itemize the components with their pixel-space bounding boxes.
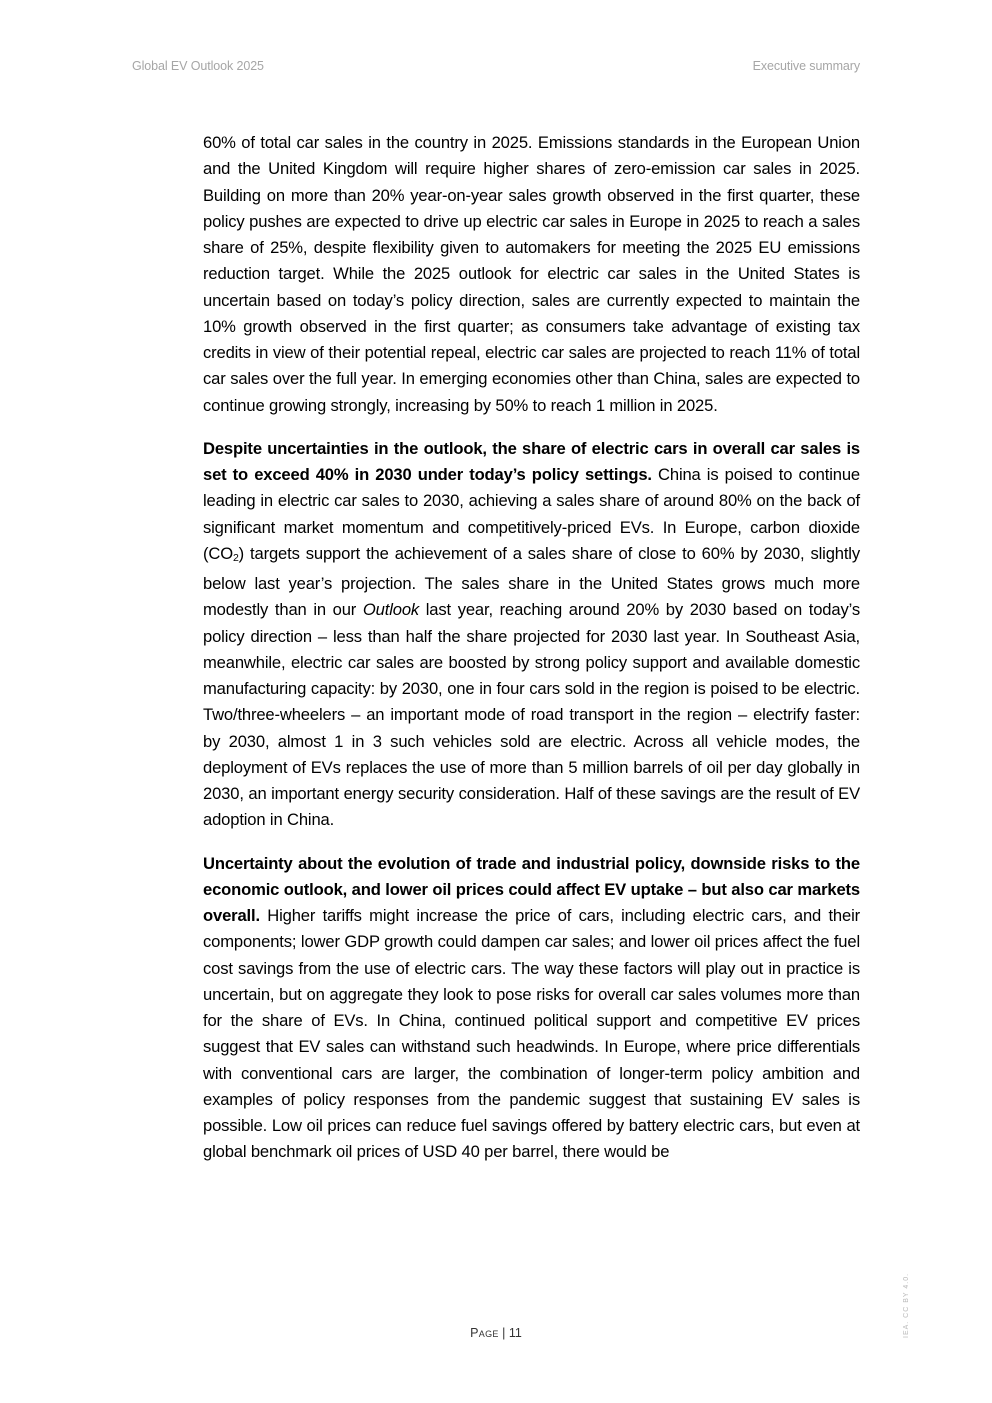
- running-header: [132, 59, 860, 73]
- paragraph-3: [203, 851, 860, 1166]
- page-separator: |: [498, 1326, 509, 1340]
- body-text: [203, 130, 860, 1183]
- license-note: IEA. CC BY 4.0.: [903, 1272, 910, 1338]
- page-label: Page: [470, 1326, 499, 1340]
- paragraph-text: 60% of total car sales in the country in 2025. Emissions standards in the European Union and the United Kingdom will require higher shares of zero-emission car sales in 2025. Building on more than 20% year-on-year sales growth observed in the first quarter, these policy pushes are expected to drive up electric car sales in Europe in 2025 to reach a sales share of 25%, despite flexibility given to automakers for meeting the 2025 EU emissions reduction target. While the 2025 outlook for electric car sales in the United States is uncertain based on today’s policy direction, sales are currently expected to maintain the 10% growth observed in the first quarter; as consumers take advantage of existing tax credits in view of their potential repeal, electric car sales are projected to reach 11% of total car sales over the full year. In emerging economies other than China, sales are expected to continue growing strongly, increasing by 50% to reach 1 million in 2025.: [203, 133, 860, 415]
- page-number: 11: [508, 1326, 522, 1340]
- paragraph-lead: Uncertainty about the evolution of trade and industrial policy, downside risks to the economic outlook, and lower oil prices could affect EV uptake – but also car markets overall.: [203, 853, 860, 925]
- italic-title: Outlook: [362, 600, 420, 620]
- paragraph-lead: Despite uncertainties in the outlook, the share of electric cars in overall car sales is set to exceed 40% in 2030 under today’s policy settings.: [203, 438, 860, 484]
- paragraph-1: [203, 130, 860, 419]
- page-footer: [0, 1326, 992, 1340]
- paragraph-text: Higher tariffs might increase the price of cars, including electric cars, and their components; lower GDP growth could dampen car sales; and lower oil prices affect the fuel cost savings from the use of electric cars. The way these factors will play out in practice is uncertain, but on aggregate they look to pose risks for overall car sales volumes more than for the share of EVs. In China, continued political support and competitive EV prices suggest that EV sales can withstand such headwinds. In Europe, where price differentials with conventional cars are larger, the combination of longer-term policy ambition and examples of policy responses from the pandemic suggest that sustaining EV sales is possible. Low oil prices can reduce fuel savings offered by battery electric cars, but even at global benchmark oil prices of USD 40 per barrel, there would be: [203, 906, 860, 1162]
- paragraph-text: China is poised to continue leading in electric car sales to 2030, achieving a sales share of around 80% on the back of significant market momentum and competitively-priced EVs. In Europe, carbon dioxide (CO: [203, 465, 860, 563]
- paragraph-2: [203, 436, 860, 834]
- paragraph-text: last year, reaching around 20% by 2030 based on today’s policy direction – less than half the share projected for 2030 last year. In Southeast Asia, meanwhile, electric car sales are boosted by strong policy support and available domestic manufacturing capacity: by 2030, one in four cars sold in the region is poised to be electric. Two/three-wheelers – an important mode of road transport in the region – electrify faster: by 2030, almost 1 in 3 such vehicles sold are electric. Across all vehicle modes, the deployment of EVs replaces the use of more than 5 million barrels of oil per day globally in 2030, an important energy security consideration. Half of these savings are the result of EV adoption in China.: [203, 600, 860, 830]
- report-title: Global EV Outlook 2025: [132, 59, 264, 73]
- section-title: Executive summary: [752, 59, 860, 73]
- paragraph-text: ) targets support the achievement of a sales share of close to 60% by 2030, slightly below last year’s projection. The sales share in the United States grows much more modestly than in our: [203, 543, 860, 620]
- subscript: 2: [232, 551, 239, 564]
